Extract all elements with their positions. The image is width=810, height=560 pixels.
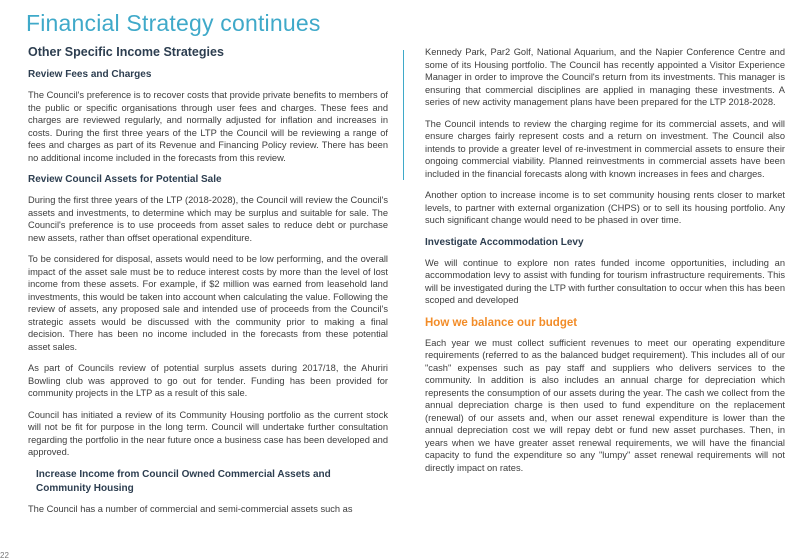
left-column: [28, 44, 388, 524]
paragraph-accommodation-levy: We will continue to explore non rates funded income opportunities, including an accommodation levy to assist with funding for tourism infrastructure requirements. This will be investigated during the LTP with further consultation to occur when this has been scoped and developed: [425, 257, 785, 305]
paragraph-community-housing: Council has initiated a review of its Community Housing portfolio as the current stock will not be fit for purpose in the long term. Council will undertake further consultation regarding the portfolio in the near future once a business case has been developed and approved.: [28, 409, 388, 457]
subheading-accommodation-levy: Investigate Accommodation Levy: [425, 236, 584, 248]
page-number: 22: [0, 551, 9, 560]
paragraph-fees-charges: The Council's preference is to recover costs that provide private benefits to members of the public or specific organisations through user fees and charges. These fees and charges are reviewed regularly, and normally adjusted for inflation and increases in costs. During the first three years of the LTP the Council will be reviewing a range of fees and charges as part of its Revenue and Financing Policy review. There has been no additional income included in the forecasts from this review.: [28, 90, 388, 163]
paragraph-commercial-assets-cont: Kennedy Park, Par2 Golf, National Aquarium, and the Napier Conference Centre and some of its Housing portfolio. The Council has recently appointed a Visitor Experience Manager in order to improve the Council's return from its investments. This manager is ensuring that commercial disciplines are applied in managing these investments. A series of new activity management plans have been prepared for the LTP 2018-2028.: [425, 47, 785, 107]
paragraph-commercial-assets-start: The Council has a number of commercial and semi-commercial assets such as: [28, 503, 353, 514]
paragraph-asset-disposal: To be considered for disposal, assets would need to be low performing, and the overall impact of the asset sale must be to reduce interest costs by more than the level of lost income from these assets. For example, if $2 million was earned from leasehold land investments, this would be taken into account when calculating the value. Following the review of assets, any proposed sale and intended use of proceeds from the Council's strategic assets would be discussed with the community prior to making a final decision. There has been no income included in the forecasts from these potential asset sales.: [28, 254, 388, 352]
paragraph-housing-rents: Another option to increase income is to set community housing rents closer to market levels, to partner with external organization (CHPS) or to sell its housing portfolio. Any such significant change would need to be phased in over time.: [425, 190, 785, 225]
paragraph-balanced-budget: Each year we must collect sufficient revenues to meet our operating expenditure requirements (referred to as the balanced budget requirement). This includes all of our "cash" expenses such as pay staff and suppliers who delivers services to the community. In addition is also includes an annual charge for depreciation which represents the consumption of our assets during the year. The cash we collect from the annual depreciation charge is then used to fund expenditure on the replacement (renewal) of our assets and, when our asset renewal expenditure is lower than the annual depreciation cost we will repay debt or fund new asset purchases. Then, in years when we have greater asset renewal requirements, we will have the financial capacity to fund the expenditure so any "lumpy" asset renewal requirements will not directly impact on rates.: [425, 337, 785, 473]
section-heading-income-strategies: Other Specific Income Strategies: [28, 45, 224, 59]
subheading-asset-sale: Review Council Assets for Potential Sale: [28, 174, 222, 185]
subheading-commercial-assets: Increase Income from Council Owned Commercial Assets and Community Housing: [36, 468, 331, 494]
column-divider: [403, 50, 404, 180]
right-column: [425, 46, 785, 483]
paragraph-charging-regime: The Council intends to review the charging regime for its commercial assets, and will ensure charges fairly represent costs and a return on investment. The Council also intends to provide a greater level of re-investment in commercial assets to ensure their ongoing commercial viability. Planned reinvestments in commercial assets have been included in the financial forecasts along with known increases in fees and charges.: [425, 118, 785, 179]
paragraph-ahuriri-bowling: As part of Councils review of potential surplus assets during 2017/18, the Ahuriri Bowling club was approved to go out for tender. Funding has been provided for community projects in the LTP as a result of this sale.: [28, 363, 388, 398]
page-title: Financial Strategy continues: [26, 10, 321, 36]
section-heading-balance-budget: How we balance our budget: [425, 316, 578, 329]
subheading-fees-charges: Review Fees and Charges: [28, 69, 152, 80]
paragraph-asset-review: During the first three years of the LTP (2018-2028), the Council will review the Council's assets and investments, to determine which may be surplus and suitable for sale. The Council's preference is to use proceeds from asset sales to reduce debt or purchase new assets, rather than offset operational expenditure.: [28, 195, 388, 243]
